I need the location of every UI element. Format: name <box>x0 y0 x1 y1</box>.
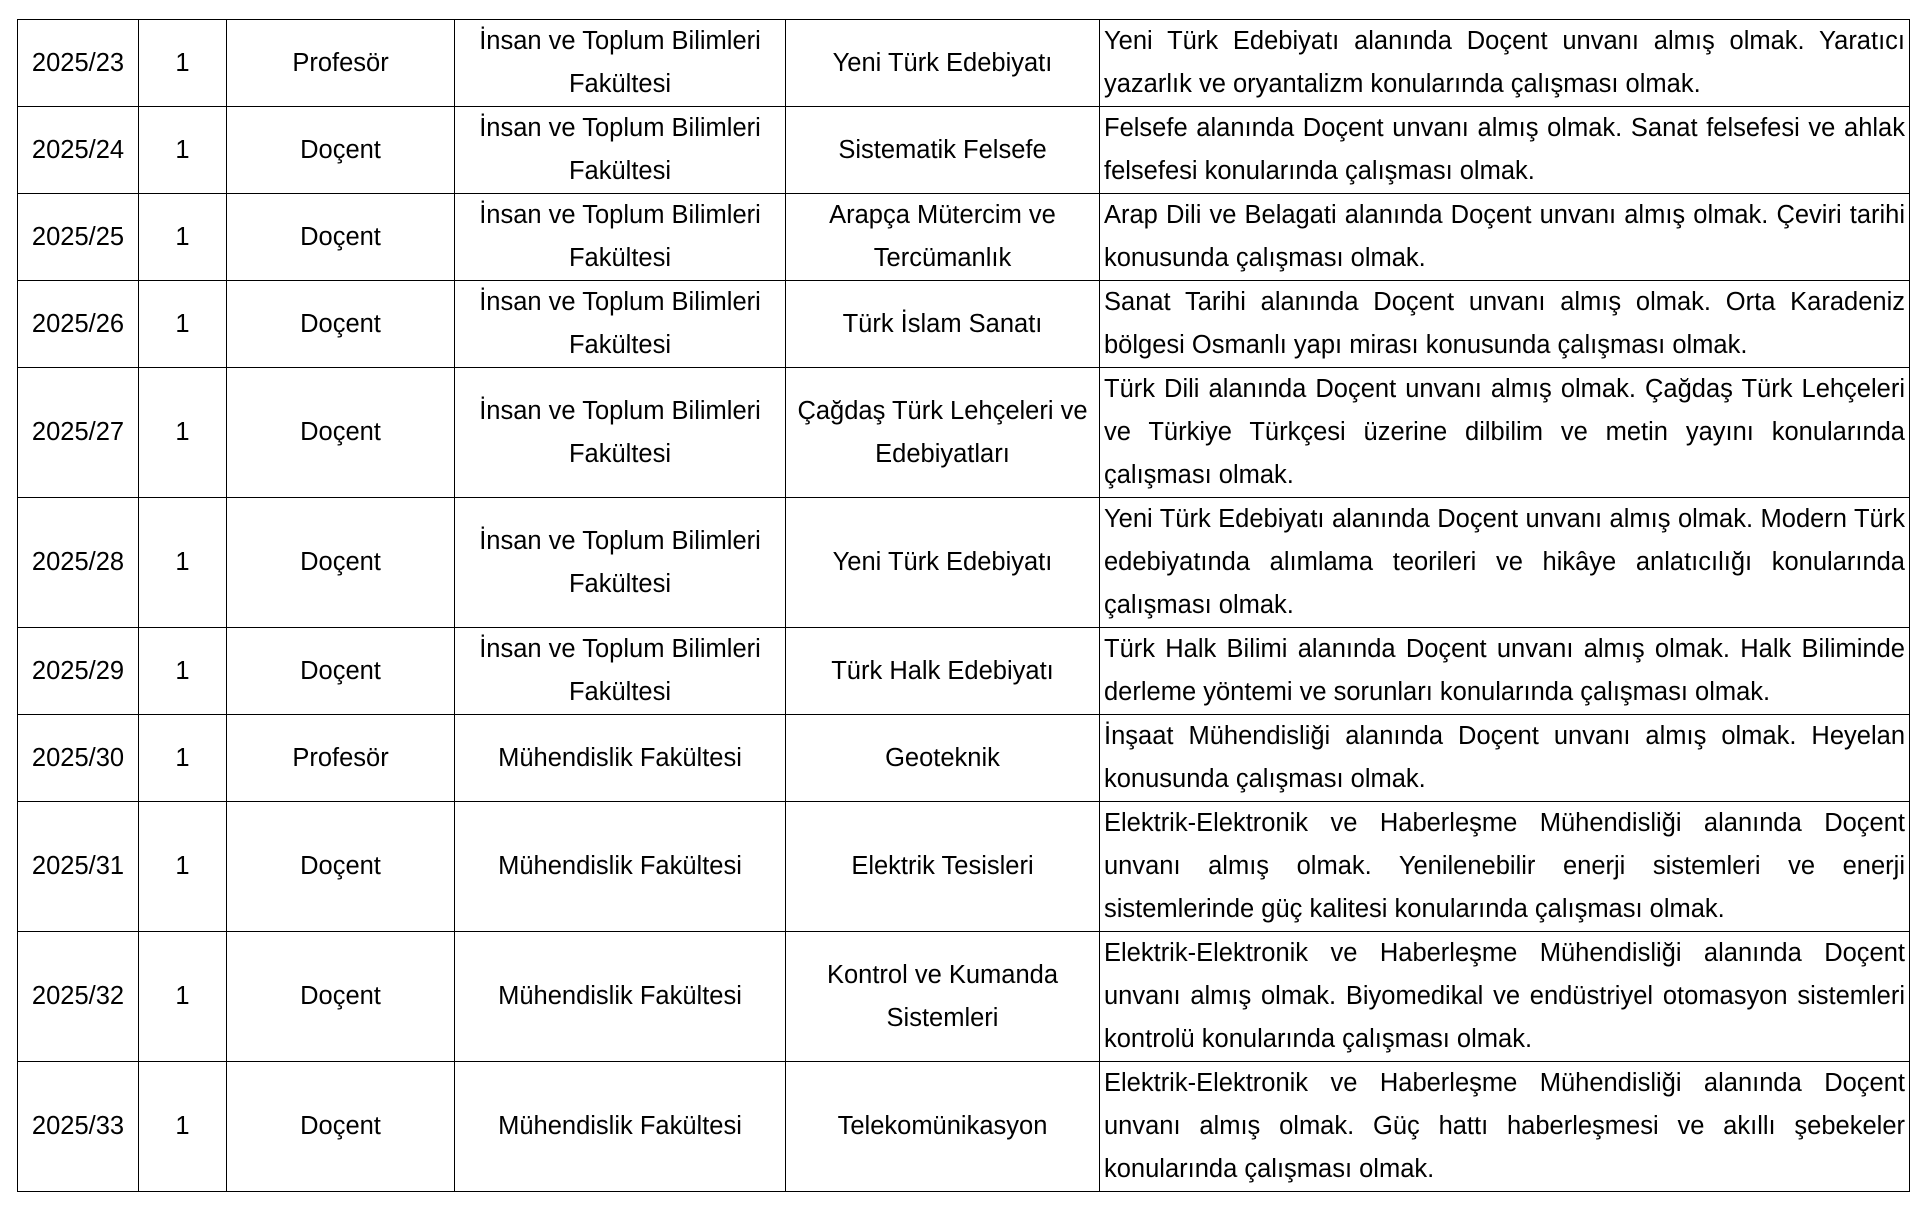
position-count: 1 <box>139 715 227 802</box>
position-number: 2025/29 <box>18 628 139 715</box>
table-row <box>18 194 1910 281</box>
position-number: 2025/25 <box>18 194 139 281</box>
department-name: Kontrol ve Kumanda Sistemleri <box>786 932 1100 1062</box>
position-count: 1 <box>139 281 227 368</box>
department-name: Elektrik Tesisleri <box>786 802 1100 932</box>
position-count: 1 <box>139 498 227 628</box>
department-name: Arapça Mütercim ve Tercümanlık <box>786 194 1100 281</box>
position-number: 2025/24 <box>18 107 139 194</box>
positions-table <box>17 19 1910 1192</box>
table-row <box>18 20 1910 107</box>
position-number: 2025/31 <box>18 802 139 932</box>
faculty-name: İnsan ve Toplum Bilimleri Fakültesi <box>455 368 786 498</box>
position-title: Profesör <box>227 20 455 107</box>
position-number: 2025/28 <box>18 498 139 628</box>
position-title: Doçent <box>227 932 455 1062</box>
faculty-name: İnsan ve Toplum Bilimleri Fakültesi <box>455 20 786 107</box>
position-number: 2025/32 <box>18 932 139 1062</box>
table-row <box>18 715 1910 802</box>
requirement-text: Arap Dili ve Belagati alanında Doçent unvanı almış olmak. Çeviri tarihi konusunda çalışması olmak. <box>1100 194 1910 281</box>
position-count: 1 <box>139 802 227 932</box>
table-row <box>18 498 1910 628</box>
position-title: Doçent <box>227 628 455 715</box>
position-count: 1 <box>139 107 227 194</box>
requirement-text: Felsefe alanında Doçent unvanı almış olmak. Sanat felsefesi ve ahlak felsefesi konularında çalışması olmak. <box>1100 107 1910 194</box>
position-title: Doçent <box>227 194 455 281</box>
position-title: Doçent <box>227 498 455 628</box>
table-row <box>18 107 1910 194</box>
faculty-name: Mühendislik Fakültesi <box>455 1062 786 1192</box>
position-title: Doçent <box>227 368 455 498</box>
table-row <box>18 802 1910 932</box>
position-number: 2025/27 <box>18 368 139 498</box>
position-count: 1 <box>139 368 227 498</box>
department-name: Çağdaş Türk Lehçeleri ve Edebiyatları <box>786 368 1100 498</box>
table-row <box>18 1062 1910 1192</box>
faculty-name: İnsan ve Toplum Bilimleri Fakültesi <box>455 498 786 628</box>
position-number: 2025/30 <box>18 715 139 802</box>
position-count: 1 <box>139 1062 227 1192</box>
table-row <box>18 628 1910 715</box>
table-row <box>18 281 1910 368</box>
faculty-name: Mühendislik Fakültesi <box>455 715 786 802</box>
table-row <box>18 932 1910 1062</box>
department-name: Türk İslam Sanatı <box>786 281 1100 368</box>
requirement-text: Elektrik-Elektronik ve Haberleşme Mühendisliği alanında Doçent unvanı almış olmak. Biyomedikal ve endüstriyel otomasyon sistemleri kontrolü konularında çalışması olmak. <box>1100 932 1910 1062</box>
department-name: Geoteknik <box>786 715 1100 802</box>
faculty-name: Mühendislik Fakültesi <box>455 932 786 1062</box>
position-number: 2025/26 <box>18 281 139 368</box>
position-title: Doçent <box>227 281 455 368</box>
position-count: 1 <box>139 628 227 715</box>
position-title: Doçent <box>227 802 455 932</box>
position-title: Profesör <box>227 715 455 802</box>
table-row <box>18 368 1910 498</box>
requirement-text: Elektrik-Elektronik ve Haberleşme Mühendisliği alanında Doçent unvanı almış olmak. Yenilenebilir enerji sistemleri ve enerji sistemlerinde güç kalitesi konularında çalışması olmak. <box>1100 802 1910 932</box>
faculty-name: İnsan ve Toplum Bilimleri Fakültesi <box>455 628 786 715</box>
position-count: 1 <box>139 20 227 107</box>
position-number: 2025/33 <box>18 1062 139 1192</box>
requirement-text: İnşaat Mühendisliği alanında Doçent unvanı almış olmak. Heyelan konusunda çalışması olmak. <box>1100 715 1910 802</box>
faculty-name: İnsan ve Toplum Bilimleri Fakültesi <box>455 107 786 194</box>
department-name: Yeni Türk Edebiyatı <box>786 20 1100 107</box>
requirement-text: Yeni Türk Edebiyatı alanında Doçent unvanı almış olmak. Modern Türk edebiyatında alımlama teorileri ve hikâye anlatıcılığı konularında çalışması olmak. <box>1100 498 1910 628</box>
position-title: Doçent <box>227 1062 455 1192</box>
requirement-text: Yeni Türk Edebiyatı alanında Doçent unvanı almış olmak. Yaratıcı yazarlık ve oryantalizm konularında çalışması olmak. <box>1100 20 1910 107</box>
position-number: 2025/23 <box>18 20 139 107</box>
requirement-text: Sanat Tarihi alanında Doçent unvanı almış olmak. Orta Karadeniz bölgesi Osmanlı yapı mirası konusunda çalışması olmak. <box>1100 281 1910 368</box>
department-name: Yeni Türk Edebiyatı <box>786 498 1100 628</box>
faculty-name: İnsan ve Toplum Bilimleri Fakültesi <box>455 194 786 281</box>
faculty-name: İnsan ve Toplum Bilimleri Fakültesi <box>455 281 786 368</box>
department-name: Türk Halk Edebiyatı <box>786 628 1100 715</box>
requirement-text: Türk Dili alanında Doçent unvanı almış olmak. Çağdaş Türk Lehçeleri ve Türkiye Türkçesi üzerine dilbilim ve metin yayını konularında çalışması olmak. <box>1100 368 1910 498</box>
position-count: 1 <box>139 194 227 281</box>
position-count: 1 <box>139 932 227 1062</box>
faculty-name: Mühendislik Fakültesi <box>455 802 786 932</box>
requirement-text: Türk Halk Bilimi alanında Doçent unvanı almış olmak. Halk Biliminde derleme yöntemi ve sorunları konularında çalışması olmak. <box>1100 628 1910 715</box>
requirement-text: Elektrik-Elektronik ve Haberleşme Mühendisliği alanında Doçent unvanı almış olmak. Güç hattı haberleşmesi ve akıllı şebekeler konularında çalışması olmak. <box>1100 1062 1910 1192</box>
department-name: Sistematik Felsefe <box>786 107 1100 194</box>
department-name: Telekomünikasyon <box>786 1062 1100 1192</box>
position-title: Doçent <box>227 107 455 194</box>
